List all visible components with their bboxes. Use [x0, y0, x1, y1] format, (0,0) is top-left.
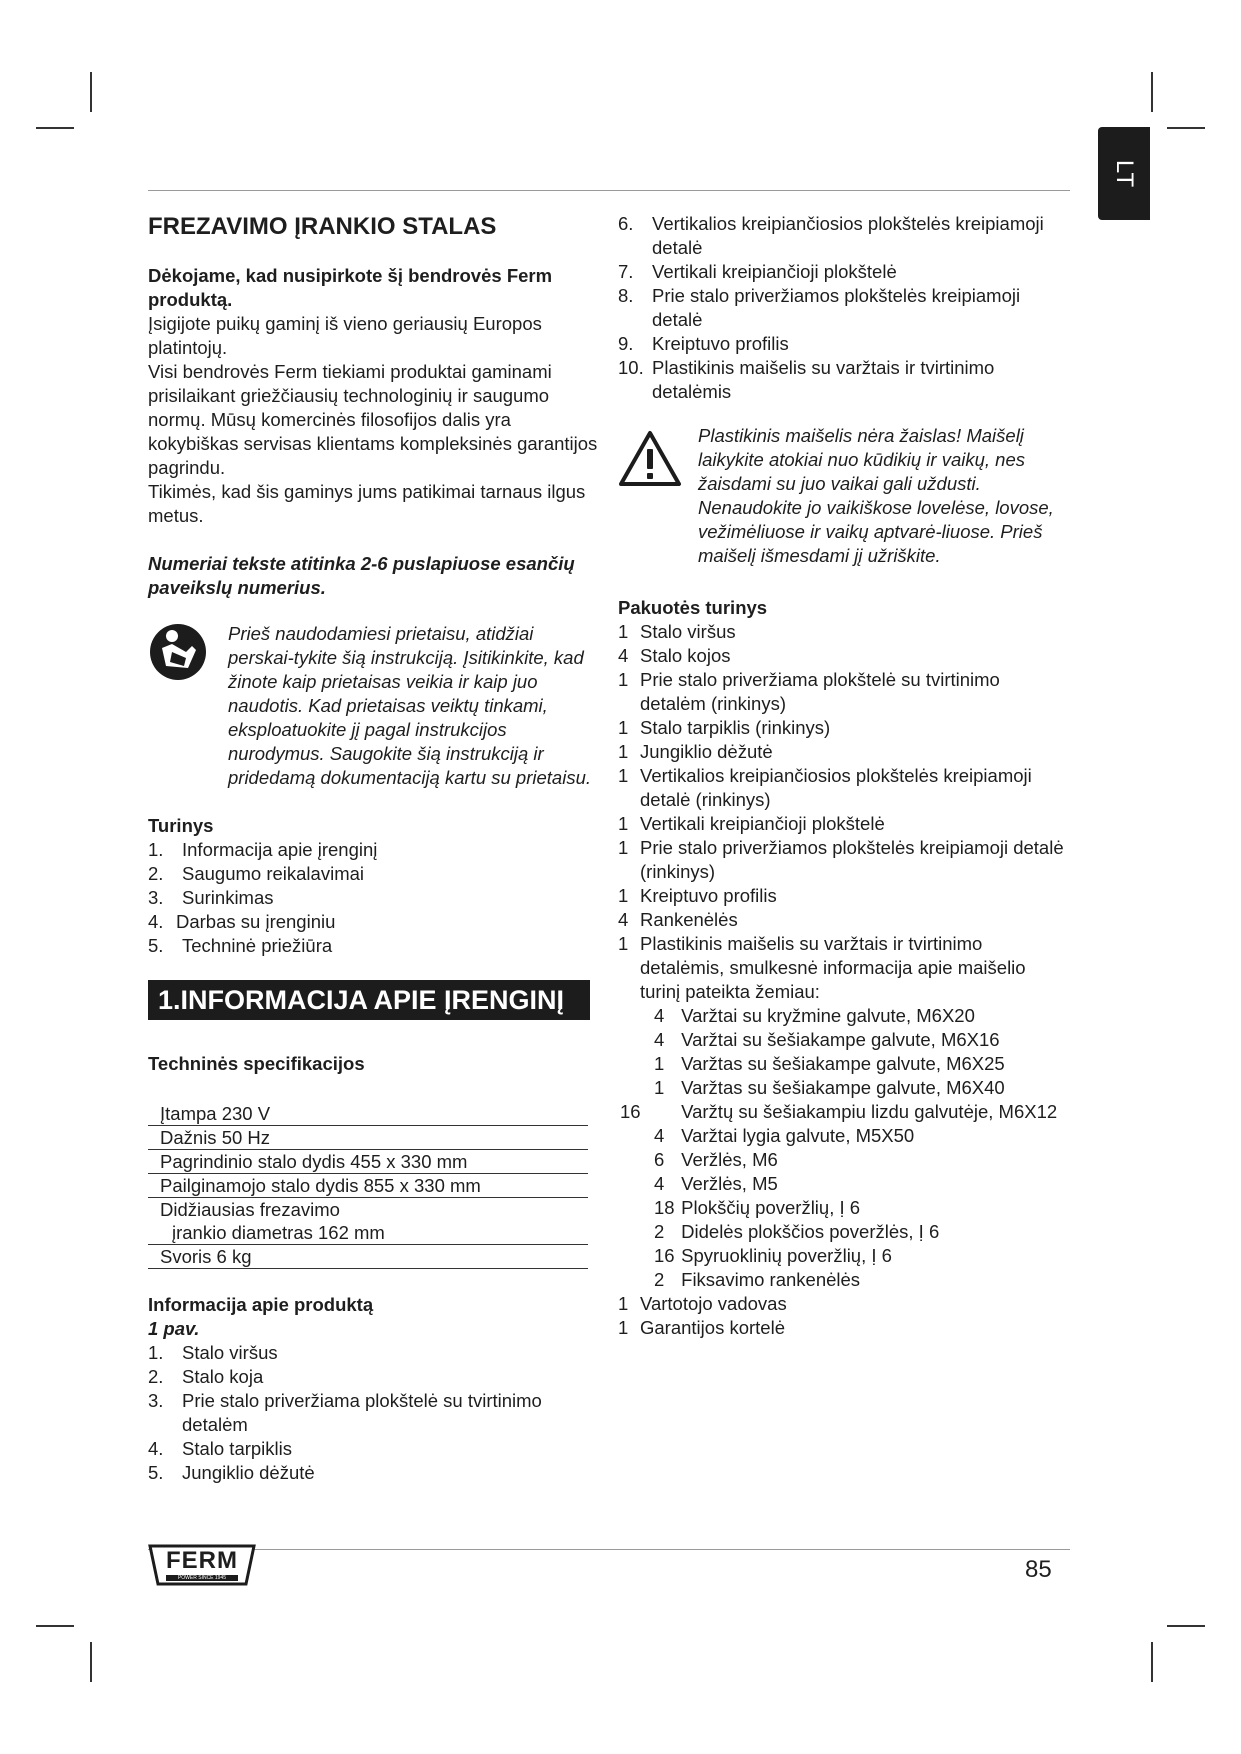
part-item: 9. Kreiptuvo profilis: [618, 333, 789, 354]
read-manual-text: Prieš naudodamiesi prietaisu, atidžiai perskai-tykite šią instrukciją. Įsitikinkite, kad žinote kaip prietaisas veikia ir kaip juo naudotis. Kad prietaisas veiktų tinkami, eksploatuokite jį pagal instrukcijos nurodymus. Saugokite šią instrukciją ir pridedamą dokumentaciją kartu su prietaisu.: [228, 623, 591, 788]
part-item: 7. Vertikali kreipiančioji plokštelė: [618, 261, 897, 282]
part-item: 10. Plastikinis maišelis su varžtais ir tvirtinimo detalėmis: [618, 357, 995, 402]
right-column: [618, 212, 1070, 1340]
contents-item: 2. Saugumo reikalavimai: [148, 863, 365, 884]
thanks-text: Dėkojame, kad nusipirkote šį bendrovės Ferm produktą.: [148, 265, 553, 310]
bag-contents: [618, 1004, 1070, 1292]
warning-text: Plastikinis maišelis nėra žaislas! Maišelį laikykite atokiai nuo kūdikių ir vaikų, nes žaisdami su juo vaikai gali uždusti. Nenaudokite jo vaikiškose lovelėse, lovose, vežimėliuose ir vaikų aptvarė-liuose. Prieš maišelį išmesdami jį užriškite.: [698, 425, 1054, 566]
part-item: 8. Prie stalo priveržiamos plokštelės kreipiamoji detalė: [618, 285, 1021, 330]
spec-label: Didžiausias frezavimo: [160, 1199, 340, 1220]
language-tab: [1098, 127, 1150, 220]
bag-item: 4 Veržlės, M5: [654, 1173, 778, 1194]
specs-title: Techninės specifikacijos: [148, 1053, 365, 1074]
intro-paragraph: Įsigijote puikų gaminį iš vieno geriausių Europos platintojų.: [148, 313, 542, 358]
spec-row: Pagrindinio stalo dydis 455 x 330 mm: [148, 1150, 588, 1174]
bag-item: 6 Veržlės, M6: [654, 1149, 778, 1170]
footer-rule: [148, 1549, 1070, 1550]
crop-mark: [1167, 127, 1205, 129]
package-item: 1 Garantijos kortelė: [618, 1317, 785, 1338]
bag-item: 1 Varžtas su šešiakampe galvute, M6X40: [654, 1077, 1005, 1098]
contents-item: 3. Surinkimas: [148, 887, 274, 908]
package-item: 1 Prie stalo priveržiamos plokštelės kreipiamoji detalė (rinkinys): [618, 837, 1064, 882]
read-manual-icon: [148, 622, 228, 688]
specs-table: [148, 1102, 588, 1269]
warning-icon: [618, 424, 698, 494]
spec-row: Dažnis 50 Hz: [148, 1126, 588, 1150]
numbers-note: Numeriai tekste atitinka 2-6 puslapiuose esančių paveikslų numerius.: [148, 553, 575, 598]
package-item: 1 Kreiptuvo profilis: [618, 885, 777, 906]
warning-notice: [618, 424, 1070, 568]
package-item: 4 Rankenėlės: [618, 909, 738, 930]
bag-item: 4 Varžtai su šešiakampe galvute, M6X16: [654, 1029, 1000, 1050]
language-tab-label: LT: [1111, 159, 1138, 188]
package-item: 1 Plastikinis maišelis su varžtais ir tvirtinimo detalėmis, smulkesnė informacija apie maišelio turinį pateikta žemiau:: [618, 933, 1026, 1002]
contents-title: Turinys: [148, 815, 214, 836]
ferm-logo: [148, 1544, 256, 1586]
bag-item: 2 Fiksavimo rankenėlės: [654, 1269, 861, 1290]
bag-item: 18 Plokščių poveržlių, Ị 6: [654, 1197, 861, 1218]
read-manual-notice: [148, 622, 598, 790]
part-item: 4. Stalo tarpiklis: [148, 1438, 293, 1459]
product-info-title: Informacija apie produktą: [148, 1294, 374, 1315]
crop-mark: [1167, 1625, 1205, 1627]
bag-item: 2 Didelės plokščios poveržlės, Ị 6: [654, 1221, 940, 1242]
part-item: 2. Stalo koja: [148, 1366, 264, 1387]
figure-label: 1 pav.: [148, 1318, 200, 1339]
crop-mark: [90, 72, 92, 112]
package-item: 4 Stalo kojos: [618, 645, 731, 666]
header-rule: [148, 190, 1070, 191]
crop-mark: [90, 1642, 92, 1682]
package-item: 1 Jungiklio dėžutė: [618, 741, 773, 762]
section-heading: 1.INFORMACIJA APIE ĮRENGINĮ: [148, 980, 590, 1020]
package-item: 1 Stalo tarpiklis (rinkinys): [618, 717, 831, 738]
part-item: 1. Stalo viršus: [148, 1342, 278, 1363]
package-item: 1 Vertikali kreipiančioji plokštelė: [618, 813, 885, 834]
crop-mark: [1151, 1642, 1153, 1682]
bag-item: 16 Spyruoklinių poveržlių, Ị 6: [654, 1245, 892, 1266]
bag-item: 4 Varžtai lygia galvute, M5X50: [654, 1125, 915, 1146]
intro-paragraph: Tikimės, kad šis gaminys jums patikimai tarnaus ilgus metus.: [148, 481, 586, 526]
spec-row: Svoris 6 kg: [148, 1245, 588, 1269]
spec-row: Įtampa 230 V: [148, 1102, 588, 1126]
bag-item: 16 Varžtų su šešiakampiu lizdu galvutėje, M6X12: [620, 1101, 1058, 1122]
page-number: 85: [1025, 1556, 1052, 1583]
part-item: 5. Jungiklio dėžutė: [148, 1462, 315, 1483]
package-item: 1 Vartotojo vadovas: [618, 1293, 787, 1314]
bag-item: 4 Varžtai su kryžmine galvute, M6X20: [654, 1005, 975, 1026]
crop-mark: [36, 127, 74, 129]
spec-value: įrankio diametras 162 mm: [172, 1222, 385, 1243]
crop-mark: [36, 1625, 74, 1627]
crop-mark: [1151, 72, 1153, 112]
contents-item: 1. Informacija apie įrenginį: [148, 839, 378, 860]
package-title: Pakuotės turinys: [618, 597, 768, 618]
part-item: 3. Prie stalo priveržiama plokštelė su tvirtinimo detalėm: [148, 1390, 542, 1435]
bag-item: 1 Varžtas su šešiakampe galvute, M6X25: [654, 1053, 1005, 1074]
logo-wordmark: FERM: [166, 1547, 238, 1574]
package-contents: [618, 596, 1070, 1340]
left-column: [148, 212, 598, 1485]
contents-item: 4. Darbas su įrenginiu: [148, 911, 336, 932]
page-title: FREZAVIMO ĮRANKIO STALAS: [148, 213, 497, 240]
logo-tagline: POWER SINCE 1945: [177, 1575, 227, 1581]
package-item: 1 Vertikalios kreipiančiosios plokštelės kreipiamoji detalė (rinkinys): [618, 765, 1032, 810]
spec-row: [148, 1198, 588, 1245]
contents-item: 5. Techninė priežiūra: [148, 935, 333, 956]
part-item: 6. Vertikalios kreipiančiosios plokštelės kreipiamoji detalė: [618, 213, 1044, 258]
package-item: 1 Prie stalo priveržiama plokštelė su tvirtinimo detalėm (rinkinys): [618, 669, 1000, 714]
intro-paragraph: Visi bendrovės Ferm tiekiami produktai gaminami prisilaikant griežčiausių technologinių ir saugumo normų. Mūsų komercinės filosofijos dalis yra kokybiškas servisas klientams kompleksinės garantijos pagrindu.: [148, 361, 598, 478]
package-item: 1 Stalo viršus: [618, 621, 736, 642]
spec-row: Pailginamojo stalo dydis 855 x 330 mm: [148, 1174, 588, 1198]
